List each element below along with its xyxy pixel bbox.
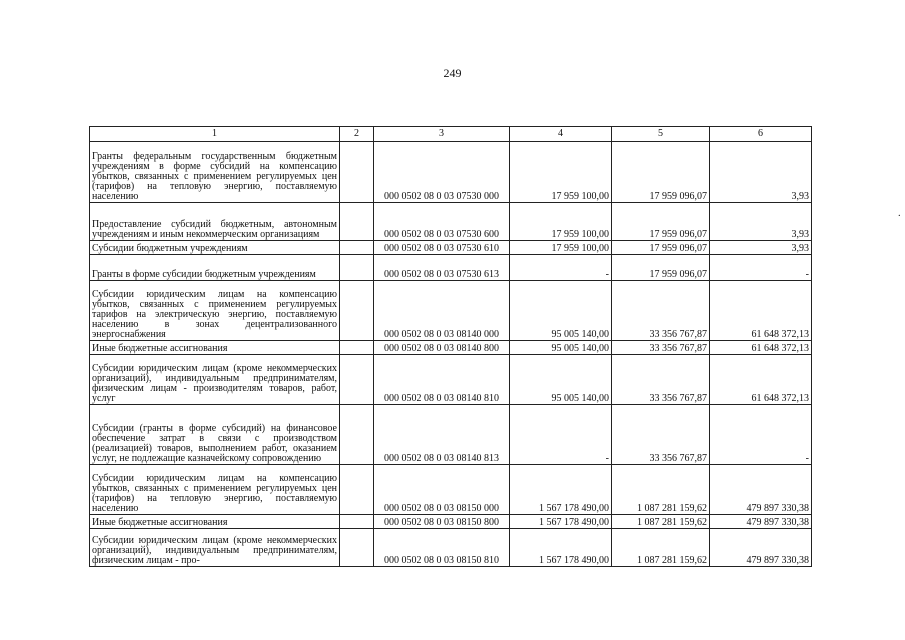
table-row: [90, 255, 812, 281]
header-col-3: 3: [374, 127, 510, 142]
row-col2: [340, 241, 374, 255]
header-col-1: 1: [90, 127, 340, 142]
row-col4: -: [510, 255, 612, 281]
row-col5: 17 959 096,07: [612, 241, 710, 255]
row-code: 000 0502 08 0 03 08140 813: [374, 405, 510, 465]
row-col4: 17 959 100,00: [510, 142, 612, 203]
row-code: 000 0502 08 0 03 07530 610: [374, 241, 510, 255]
row-col2: [340, 405, 374, 465]
row-code: 000 0502 08 0 03 08140 000: [374, 281, 510, 341]
row-name: Субсидии юридическим лицам на компенсацию убытков, связанных с применением регулируемых тарифов на электрическую энергию, поставляемую населению в зонах децентрализованного энергоснабжения: [90, 281, 340, 341]
row-name: Гранты федеральным государственным бюджетным учреждениям в форме субсидий на компенсацию убытков, связанных с применением регулируемых цен (тарифов) на тепловую энергию, поставляемую населению: [90, 142, 340, 203]
header-col-6: 6: [710, 127, 812, 142]
row-name: Иные бюджетные ассигнования: [90, 515, 340, 529]
row-col2: [340, 341, 374, 355]
row-col4: 1 567 178 490,00: [510, 465, 612, 515]
row-col6: 3,93: [710, 142, 812, 203]
row-col2: [340, 142, 374, 203]
row-col5: 33 356 767,87: [612, 405, 710, 465]
row-col2: [340, 355, 374, 405]
row-col6: 61 648 372,13: [710, 341, 812, 355]
row-name: Гранты в форме субсидии бюджетным учреждениям: [90, 255, 340, 281]
table-row: [90, 142, 812, 203]
row-name: Субсидии юридическим лицам (кроме некоммерческих организаций), индивидуальным предпринимателям, физическим лицам - про-: [90, 529, 340, 567]
table-row: [90, 341, 812, 355]
row-col2: [340, 515, 374, 529]
header-col-5: 5: [612, 127, 710, 142]
table-row: [90, 529, 812, 567]
row-col2: [340, 465, 374, 515]
budget-table: [89, 126, 812, 567]
row-code: 000 0502 08 0 03 08140 800: [374, 341, 510, 355]
table-row: [90, 203, 812, 241]
row-col5: 33 356 767,87: [612, 355, 710, 405]
row-col6: -: [710, 255, 812, 281]
edge-mark: ·: [897, 211, 901, 222]
row-name: Предоставление субсидий бюджетным, автономным учреждениям и иным некоммерческим организациям: [90, 203, 340, 241]
row-code: 000 0502 08 0 03 07530 613: [374, 255, 510, 281]
row-col5: 17 959 096,07: [612, 203, 710, 241]
row-col2: [340, 281, 374, 341]
row-col4: 17 959 100,00: [510, 203, 612, 241]
row-col5: 1 087 281 159,62: [612, 515, 710, 529]
row-col6: 3,93: [710, 241, 812, 255]
row-col6: 479 897 330,38: [710, 515, 812, 529]
table-row: [90, 515, 812, 529]
row-code: 000 0502 08 0 03 08150 810: [374, 529, 510, 567]
page-number: 249: [443, 66, 462, 80]
table-row: [90, 241, 812, 255]
row-col6: 479 897 330,38: [710, 529, 812, 567]
row-name: Субсидии (гранты в форме субсидий) на финансовое обеспечение затрат в связи с производством (реализацией) товаров, выполнением работ, оказанием услуг, не подлежащие казначейскому сопровождению: [90, 405, 340, 465]
row-col6: -: [710, 405, 812, 465]
row-name: Субсидии юридическим лицам (кроме некоммерческих организаций), индивидуальным предпринимателям, физическим лицам - производителям товаров, работ, услуг: [90, 355, 340, 405]
row-code: 000 0502 08 0 03 08150 800: [374, 515, 510, 529]
row-code: 000 0502 08 0 03 07530 000: [374, 142, 510, 203]
row-code: 000 0502 08 0 03 07530 600: [374, 203, 510, 241]
row-col6: 61 648 372,13: [710, 355, 812, 405]
row-col5: 1 087 281 159,62: [612, 465, 710, 515]
header-col-4: 4: [510, 127, 612, 142]
table-row: [90, 355, 812, 405]
row-col2: [340, 203, 374, 241]
row-col6: 3,93: [710, 203, 812, 241]
row-col2: [340, 255, 374, 281]
row-name: Субсидии бюджетным учреждениям: [90, 241, 340, 255]
row-col6: 61 648 372,13: [710, 281, 812, 341]
row-col4: 95 005 140,00: [510, 355, 612, 405]
row-col5: 17 959 096,07: [612, 142, 710, 203]
row-col4: 95 005 140,00: [510, 281, 612, 341]
header-row: [90, 127, 812, 142]
row-code: 000 0502 08 0 03 08140 810: [374, 355, 510, 405]
row-col4: 17 959 100,00: [510, 241, 612, 255]
row-col4: 1 567 178 490,00: [510, 529, 612, 567]
row-col4: 95 005 140,00: [510, 341, 612, 355]
row-name: Иные бюджетные ассигнования: [90, 341, 340, 355]
row-code: 000 0502 08 0 03 08150 000: [374, 465, 510, 515]
row-col5: 33 356 767,87: [612, 281, 710, 341]
table-row: [90, 281, 812, 341]
table-row: [90, 405, 812, 465]
row-col2: [340, 529, 374, 567]
row-col5: 1 087 281 159,62: [612, 529, 710, 567]
header-col-2: 2: [340, 127, 374, 142]
row-col5: 17 959 096,07: [612, 255, 710, 281]
row-col4: 1 567 178 490,00: [510, 515, 612, 529]
row-col6: 479 897 330,38: [710, 465, 812, 515]
table-row: [90, 465, 812, 515]
row-col4: -: [510, 405, 612, 465]
row-name: Субсидии юридическим лицам на компенсацию убытков, связанных с применением регулируемых цен (тарифов) на тепловую энергию, поставляемую населению: [90, 465, 340, 515]
row-col5: 33 356 767,87: [612, 341, 710, 355]
